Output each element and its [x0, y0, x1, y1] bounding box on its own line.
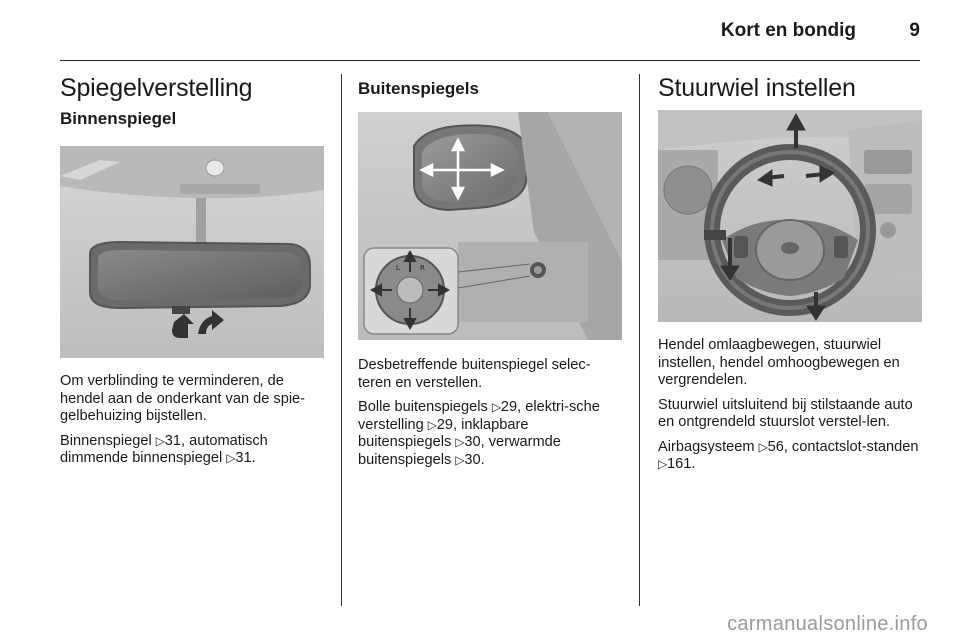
reference-arrow-icon: ▷ [155, 433, 165, 448]
page-reference[interactable]: 56 [767, 438, 784, 455]
column-steering-wheel [658, 72, 922, 474]
reference-arrow-icon: ▷ [455, 452, 465, 467]
column-divider-1 [341, 74, 342, 606]
section-heading-mirrors: Spiegelverstelling [60, 74, 253, 102]
page-reference[interactable]: 30. [464, 451, 485, 468]
inside-mirror-references: Binnenspiegel ▷31, automatisch dimmende binnenspiegel ▷31. [60, 432, 268, 466]
steering-instruction: Hendel omlaagbewegen, stuurwiel instellen, hendel omhoogbewegen en vergrendelen. [658, 337, 900, 388]
subheading-inside-mirror: Binnenspiegel [60, 109, 177, 128]
switch-label-left: L [396, 264, 400, 272]
reference-arrow-icon: ▷ [758, 439, 768, 454]
reference-arrow-icon: ▷ [658, 457, 668, 471]
page-reference[interactable]: 161. [667, 456, 696, 472]
reference-arrow-icon: ▷ [226, 451, 236, 465]
outside-mirror-references: Bolle buitenspiegels ▷29, elektri-sche verstelling ▷29, inklapbare buitenspiegels ▷30, verwarmde buitenspiegels ▷30. [358, 399, 600, 468]
inside-mirror-instruction: Om verblinding te verminderen, de hendel aan de onderkant van de spie-gelbehuizing bijstellen. [60, 373, 306, 424]
subheading-outside-mirrors: Buitenspiegels [358, 79, 479, 98]
reference-arrow-icon: ▷ [427, 417, 437, 432]
steering-references: Airbagsysteem ▷56, contactslot-standen ▷161. [658, 438, 919, 472]
steering-warning: Stuurwiel uitsluitend bij stilstaande auto en ontgrendeld stuurslot verstel-len. [658, 396, 913, 430]
inside-mirror-illustration [60, 146, 324, 358]
column-outside-mirrors [358, 72, 622, 469]
outside-mirror-instruction: Desbetreffende buitenspiegel selec-teren en verstellen. [358, 357, 591, 391]
page-reference[interactable]: 31. [235, 450, 256, 466]
reference-arrow-icon: ▷ [491, 400, 502, 414]
reference-arrow-icon: ▷ [455, 435, 465, 449]
steering-wheel-illustration [658, 110, 922, 322]
page-reference[interactable]: 29 [436, 416, 453, 433]
header-rule [60, 60, 920, 61]
page-header [0, 0, 960, 62]
outside-mirror-illustration [358, 112, 622, 340]
section-heading-steering: Stuurwiel instellen [658, 74, 856, 102]
column-divider-2 [639, 74, 640, 606]
page-number: 9 [909, 20, 920, 41]
page-reference[interactable]: 29 [500, 399, 518, 415]
column-mirror-adjustment [60, 72, 324, 468]
watermark: carmanualsonline.info [727, 613, 928, 635]
page-reference[interactable]: 31 [164, 432, 181, 449]
chapter-title: Kort en bondig [720, 20, 856, 41]
page-reference[interactable]: 30 [464, 434, 481, 450]
switch-label-right: R [420, 264, 425, 272]
